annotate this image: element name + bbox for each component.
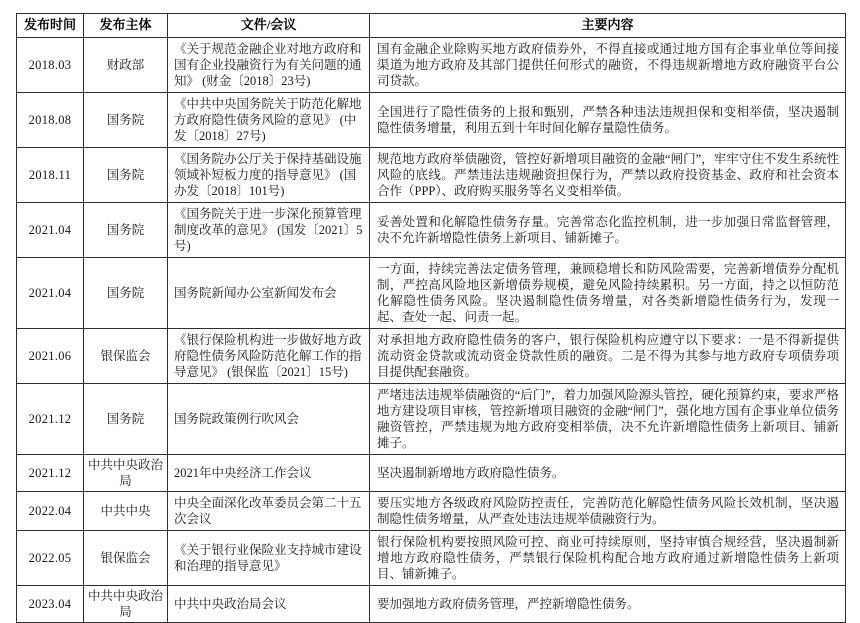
cell-main-content: 妥善处置和化解隐性债务存量。完善常态化监控机制，进一步加强日常监督管理，决不允许新增隐性债务上新项目、铺新摊子。 — [370, 202, 846, 257]
cell-publisher: 国务院 — [84, 383, 168, 454]
cell-document-or-meeting: 《关于银行业保险业支持城市建设和治理的指导意见》 — [168, 530, 370, 585]
cell-publish-time: 2018.03 — [17, 37, 84, 92]
table-row — [17, 202, 846, 257]
cell-publisher: 中共中央 — [84, 491, 168, 530]
table-row — [17, 454, 846, 491]
cell-publisher: 中共中央政治局 — [84, 585, 168, 622]
cell-publish-time: 2021.06 — [17, 328, 84, 383]
header-row — [17, 14, 846, 38]
cell-publish-time: 2021.04 — [17, 257, 84, 328]
cell-publish-time: 2018.08 — [17, 92, 84, 147]
cell-main-content: 严堵违法违规举债融资的“后门”，着力加强风险源头管控，硬化预算约束，要求严格地方建设项目审核，管控新增项目融资的金融“闸门”，强化地方国有企事业单位债务融资管控，严禁违规为地方政府变相举债，决不允许新增隐性债务上新项目、铺新摊子。 — [370, 383, 846, 454]
table-row — [17, 530, 846, 585]
cell-main-content: 国有金融企业除购买地方政府债券外，不得直接或通过地方国有企事业单位等间接渠道为地方政府及其部门提供任何形式的融资，不得违规新增地方政府融资平台公司贷款。 — [370, 37, 846, 92]
table-row — [17, 92, 846, 147]
table-body — [17, 37, 846, 622]
column-header-3: 文件/会议 — [168, 14, 370, 38]
cell-document-or-meeting: 《关于规范金融企业对地方政府和国有企业投融资行为有关问题的通知》 (财金〔2018〕23号) — [168, 37, 370, 92]
cell-document-or-meeting: 《国务院关于进一步深化预算管理制度改革的意见》 (国发〔2021〕5号) — [168, 202, 370, 257]
cell-publisher: 国务院 — [84, 257, 168, 328]
cell-publish-time: 2018.11 — [17, 147, 84, 202]
cell-document-or-meeting: 《国务院办公厅关于保持基础设施领域补短板力度的指导意见》 (国办发〔2018〕101号) — [168, 147, 370, 202]
cell-document-or-meeting: 中央全面深化改革委员会第二十五次会议 — [168, 491, 370, 530]
column-header-2: 发布主体 — [84, 14, 168, 38]
cell-publish-time: 2021.04 — [17, 202, 84, 257]
table-row — [17, 383, 846, 454]
cell-publisher: 国务院 — [84, 147, 168, 202]
table-row — [17, 491, 846, 530]
cell-main-content: 一方面，持续完善法定债务管理，兼顾稳增长和防风险需要，完善新增债券分配机制，严控高风险地区新增债券规模，避免风险持续累积。另一方面，持之以恒防范化解隐性债务风险。坚决遏制隐性债务增量，对各类新增隐性债务行为，发现一起、查处一起、问责一起。 — [370, 257, 846, 328]
cell-publish-time: 2023.04 — [17, 585, 84, 622]
column-header-1: 发布时间 — [17, 14, 84, 38]
cell-main-content: 坚决遏制新增地方政府隐性债务。 — [370, 454, 846, 491]
cell-document-or-meeting: 国务院新闻办公室新闻发布会 — [168, 257, 370, 328]
cell-publish-time: 2021.12 — [17, 454, 84, 491]
cell-main-content: 规范地方政府举债融资，管控好新增项目融资的金融“闸门”，牢牢守住不发生系统性风险的底线。严禁违法违规融资担保行为，严禁以政府投资基金、政府和社会资本合作（PPP）、政府购买服务等名义变相举债。 — [370, 147, 846, 202]
cell-main-content: 银行保险机构要按照风险可控、商业可持续原则，坚持审慎合规经营，坚决遏制新增地方政府隐性债务，严禁银行保险机构配合地方政府通过新增隐性债务上新项目、铺新摊子。 — [370, 530, 846, 585]
cell-publisher: 银保监会 — [84, 328, 168, 383]
cell-main-content: 对承担地方政府隐性债务的客户，银行保险机构应遵守以下要求：一是不得新提供流动资金贷款或流动资金贷款性质的融资。二是不得为其参与地方政府专项债券项目提供配套融资。 — [370, 328, 846, 383]
table-row — [17, 147, 846, 202]
cell-publisher: 银保监会 — [84, 530, 168, 585]
cell-publish-time: 2022.04 — [17, 491, 84, 530]
cell-publisher: 中共中央政治局 — [84, 454, 168, 491]
cell-publisher: 财政部 — [84, 37, 168, 92]
cell-document-or-meeting: 《银行保险机构进一步做好地方政府隐性债务风险防范化解工作的指导意见》 (银保监〔2021〕15号) — [168, 328, 370, 383]
cell-document-or-meeting: 国务院政策例行吹风会 — [168, 383, 370, 454]
table-row — [17, 328, 846, 383]
cell-publisher: 国务院 — [84, 92, 168, 147]
cell-publish-time: 2021.12 — [17, 383, 84, 454]
cell-publisher: 国务院 — [84, 202, 168, 257]
cell-main-content: 要压实地方各级政府风险防控责任，完善防范化解隐性债务风险长效机制，坚决遏制隐性债务增量，从严查处违法违规举债融资行为。 — [370, 491, 846, 530]
cell-main-content: 要加强地方政府债务管理，严控新增隐性债务。 — [370, 585, 846, 622]
cell-document-or-meeting: 中共中央政治局会议 — [168, 585, 370, 622]
table-row — [17, 257, 846, 328]
cell-publish-time: 2022.05 — [17, 530, 84, 585]
table-row — [17, 585, 846, 622]
column-header-4: 主要内容 — [370, 14, 846, 38]
cell-document-or-meeting: 2021年中央经济工作会议 — [168, 454, 370, 491]
cell-document-or-meeting: 《中共中央国务院关于防范化解地方政府隐性债务风险的意见》 (中发〔2018〕27号) — [168, 92, 370, 147]
cell-main-content: 全国进行了隐性债务的上报和甄别，严禁各种违法违规担保和变相举债，坚决遏制隐性债务增量，利用五到十年时间化解存量隐性债务。 — [370, 92, 846, 147]
table-row — [17, 37, 846, 92]
policy-table — [16, 13, 846, 623]
